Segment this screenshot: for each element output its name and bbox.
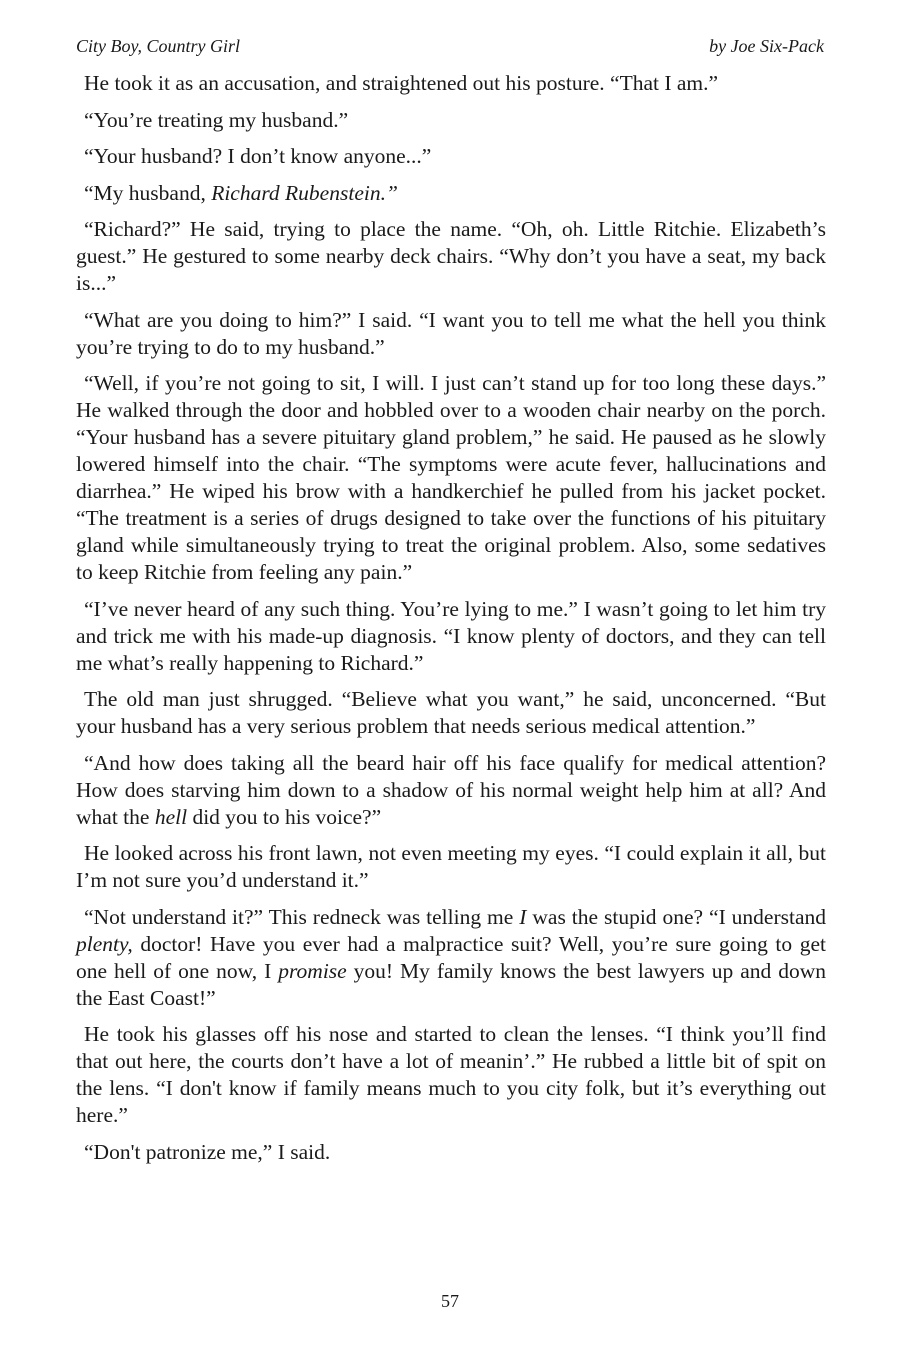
author-byline: by Joe Six-Pack <box>709 36 824 56</box>
paragraph-4 <box>76 180 826 207</box>
paragraph-12-text-e: doctor! Have you ever had a malpractice suit? Well, you’re sure going to get one hell of one now, I <box>76 931 826 983</box>
paragraph-4-text: “My husband, <box>84 180 212 205</box>
paragraph-13: He took his glasses off his nose and started to clean the lenses. “I think you’ll find that out here, the courts don’t have a lot of meanin’.” He rubbed a little bit of spit on the lens. “I don't know if family means much to you city folk, but it’s everything out here.” <box>76 1022 826 1127</box>
paragraph-10 <box>76 750 826 831</box>
paragraph-12-text-c: was the stupid one? “I understand <box>526 904 827 929</box>
paragraph-14: “Don't patronize me,” I said. <box>84 1139 331 1164</box>
paragraph-6: “What are you doing to him?” I said. “I want you to tell me what the hell you think you’re trying to do to my husband.” <box>76 307 826 359</box>
paragraph-12-emphasis-1: I <box>519 904 527 929</box>
paragraph-10-emphasis: hell <box>154 804 188 829</box>
paragraph-12-text-a: “Not understand it?” This redneck was telling me <box>84 904 520 929</box>
running-header <box>76 34 824 58</box>
paragraph-1: He took it as an accusation, and straightened out his posture. “That I am.” <box>84 71 719 95</box>
paragraph-7: “Well, if you’re not going to sit, I will. I just can’t stand up for too long these days.” He walked through the door and hobbled over to a wooden chair nearby on the porch. “Your husband has a severe pituitary gland problem,” he said. He paused as he slowly lowered himself into the chair. “The symptoms were acute fever, hallucinations and diarrhea.” He wiped his brow with a handkerchief he pulled from his jacket pocket. “The treatment is a series of drugs designed to take over the functions of his pituitary gland while simultaneously trying to treat the original problem. Also, some sedatives to keep Ritchie from feeling any pain.” <box>76 371 826 584</box>
paragraph-12 <box>76 904 826 1012</box>
paragraph-11: He looked across his front lawn, not even meeting my eyes. “I could explain it all, but I’m not sure you’d understand it.” <box>76 841 826 892</box>
paragraph-10-text-c: did you to his voice?” <box>187 804 382 829</box>
paragraph-4-emphasis: Richard Rubenstein.” <box>211 180 398 205</box>
paragraph-12-emphasis-3: promise <box>278 958 347 983</box>
paragraph-12-emphasis-2: plenty, <box>76 931 133 956</box>
paragraph-3: “Your husband? I don’t know anyone...” <box>84 144 432 168</box>
paragraph-10-text-a: “And how does taking all the beard hair off his face qualify for medical attention? How does starving him down to a shadow of his normal weight help him at all? And what the <box>76 750 826 829</box>
paragraph-8: “I’ve never heard of any such thing. You’re lying to me.” I wasn’t going to let him try and trick me with his made-up diagnosis. “I know plenty of doctors, and they can tell me what’s really happening to Richard.” <box>76 596 826 675</box>
page-number: 57 <box>441 1291 459 1311</box>
paragraph-2: “You’re treating my husband.” <box>84 107 349 132</box>
paragraph-9: The old man just shrugged. “Believe what you want,” he said, unconcerned. “But your husband has a very serious problem that needs serious medical attention.” <box>76 687 826 738</box>
book-title: City Boy, Country Girl <box>76 36 240 56</box>
paragraph-12-text-g: you! My family knows the best lawyers up and down the East Coast!” <box>76 958 827 1010</box>
body-text <box>76 70 826 1175</box>
paragraph-5: “Richard?” He said, trying to place the name. “Oh, oh. Little Ritchie. Elizabeth’s guest.” He gestured to some nearby deck chairs. “Why don’t you have a seat, my back is...” <box>76 217 826 295</box>
